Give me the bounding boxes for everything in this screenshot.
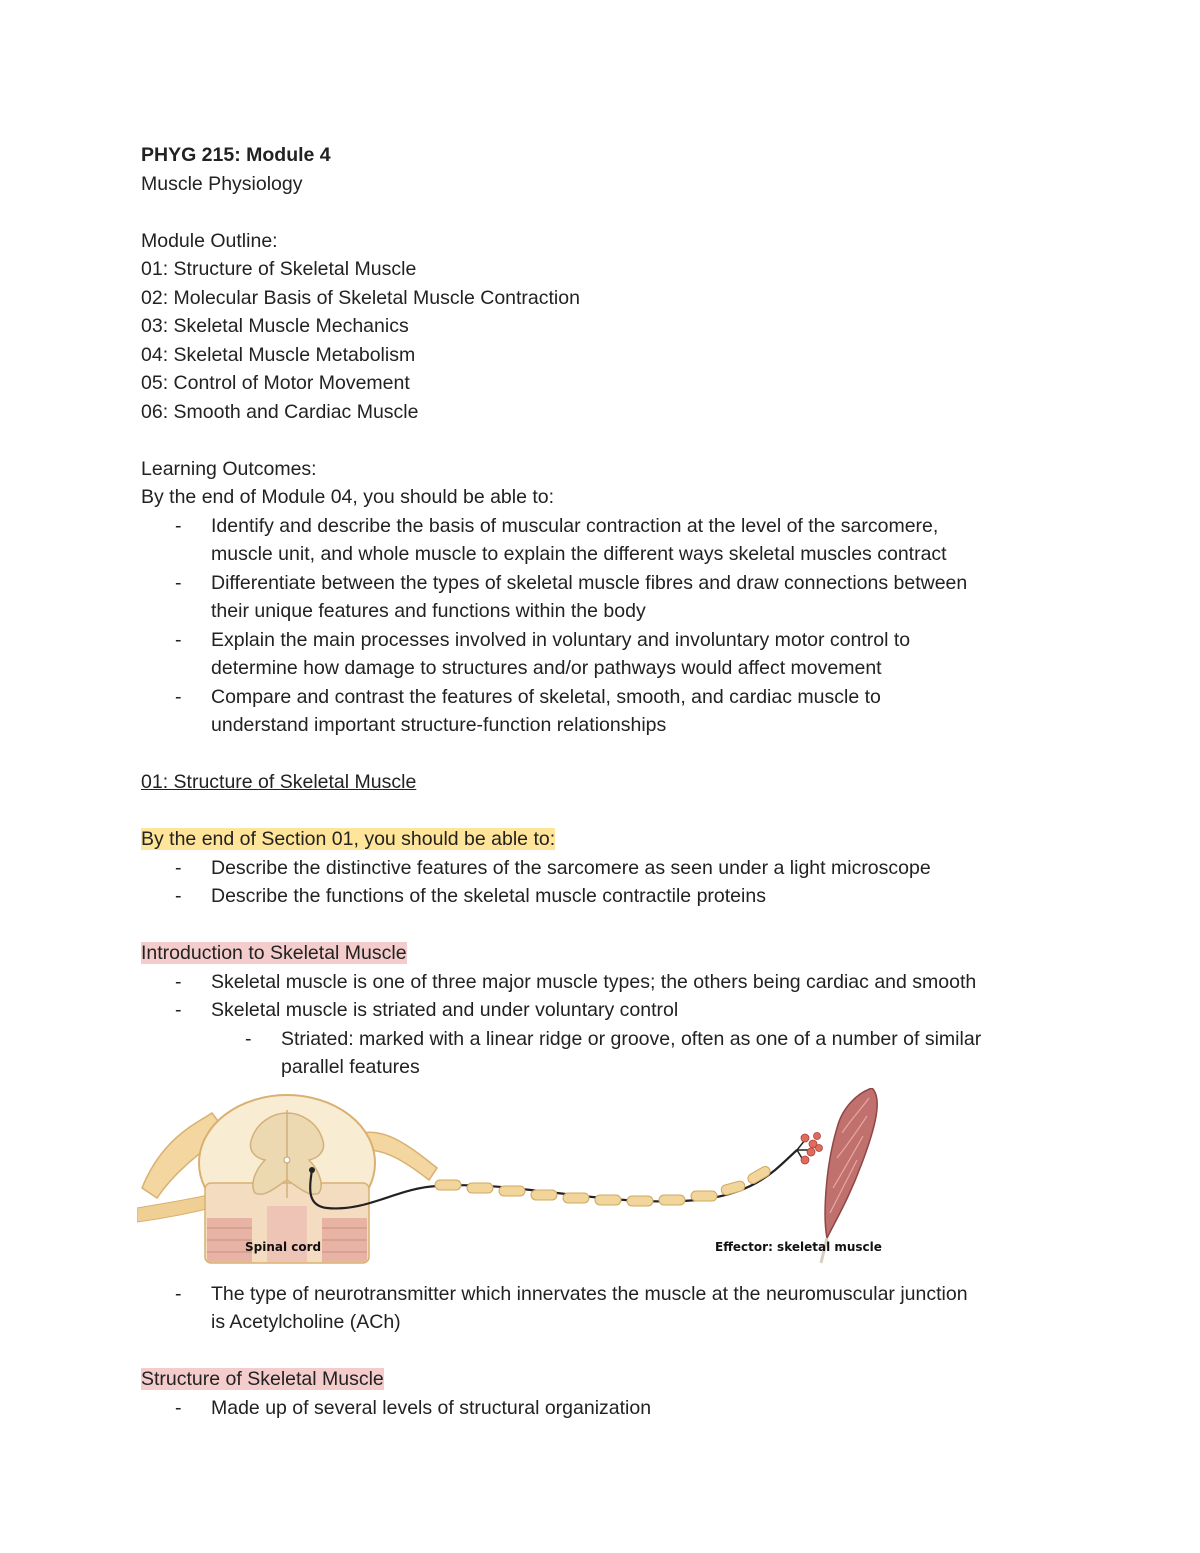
document-content (141, 141, 1081, 1422)
structure-heading: Structure of Skeletal Muscle (141, 1368, 384, 1390)
document-subtitle: Muscle Physiology (141, 172, 303, 195)
outline-item: 03: Skeletal Muscle Mechanics (141, 315, 409, 337)
figure-label-spinal-cord: Spinal cord (245, 1239, 322, 1254)
outline-item: 04: Skeletal Muscle Metabolism (141, 343, 416, 366)
section-heading: 01: Structure of Skeletal Muscle (141, 771, 417, 793)
outcomes-intro: By the end of Module 04, you should be able to: (141, 486, 555, 508)
spinal-cord-muscle-figure (137, 1088, 1077, 1268)
outcomes-heading: Learning Outcomes: (141, 457, 317, 480)
intro-sub-bullet: - Striated: marked with a linear ridge or groove, often as one of a number of similar parallel features (245, 1027, 982, 1078)
outcome-bullet: - Identify and describe the basis of muscular contraction at the level of the sarcomere, muscle unit, and whole muscle to explain the different ways skeletal muscles contract (175, 514, 947, 565)
outcome-bullet: - Compare and contrast the features of skeletal, smooth, and cardiac muscle to understand important structure-function relationships (175, 685, 881, 736)
figure-label-effector: Effector: skeletal muscle (715, 1239, 882, 1254)
outcome-bullet: - Explain the main processes involved in voluntary and involuntary motor control to determine how damage to structures and/or pathways would affect movement (175, 628, 911, 679)
outline-heading: Module Outline: (141, 229, 278, 252)
document-title: PHYG 215: Module 4 (141, 144, 331, 166)
section-objectives-heading: By the end of Section 01, you should be able to: (141, 828, 556, 850)
outline-item: 06: Smooth and Cardiac Muscle (141, 400, 419, 423)
outcome-bullet: - Differentiate between the types of skeletal muscle fibres and draw connections between their unique features and functions within the body (175, 571, 968, 622)
outline-item: 01: Structure of Skeletal Muscle (141, 258, 417, 280)
outline-item: 02: Molecular Basis of Skeletal Muscle Contraction (141, 286, 580, 309)
structure-bullet: - Made up of several levels of structural organization (175, 1396, 652, 1419)
intro-bullet: - Skeletal muscle is one of three major muscle types; the others being cardiac and smooth (175, 970, 977, 993)
intro-heading: Introduction to Skeletal Muscle (141, 942, 407, 964)
outline-item: 05: Control of Motor Movement (141, 372, 410, 394)
nmj-bullet: - The type of neurotransmitter which innervates the muscle at the neuromuscular junction is Acetylcholine (ACh) (175, 1282, 968, 1333)
intro-bullet: - Skeletal muscle is striated and under voluntary control (175, 999, 679, 1021)
objective-bullet: - Describe the distinctive features of the sarcomere as seen under a light microscope (175, 856, 931, 879)
objective-bullet: - Describe the functions of the skeletal muscle contractile proteins (175, 885, 766, 907)
